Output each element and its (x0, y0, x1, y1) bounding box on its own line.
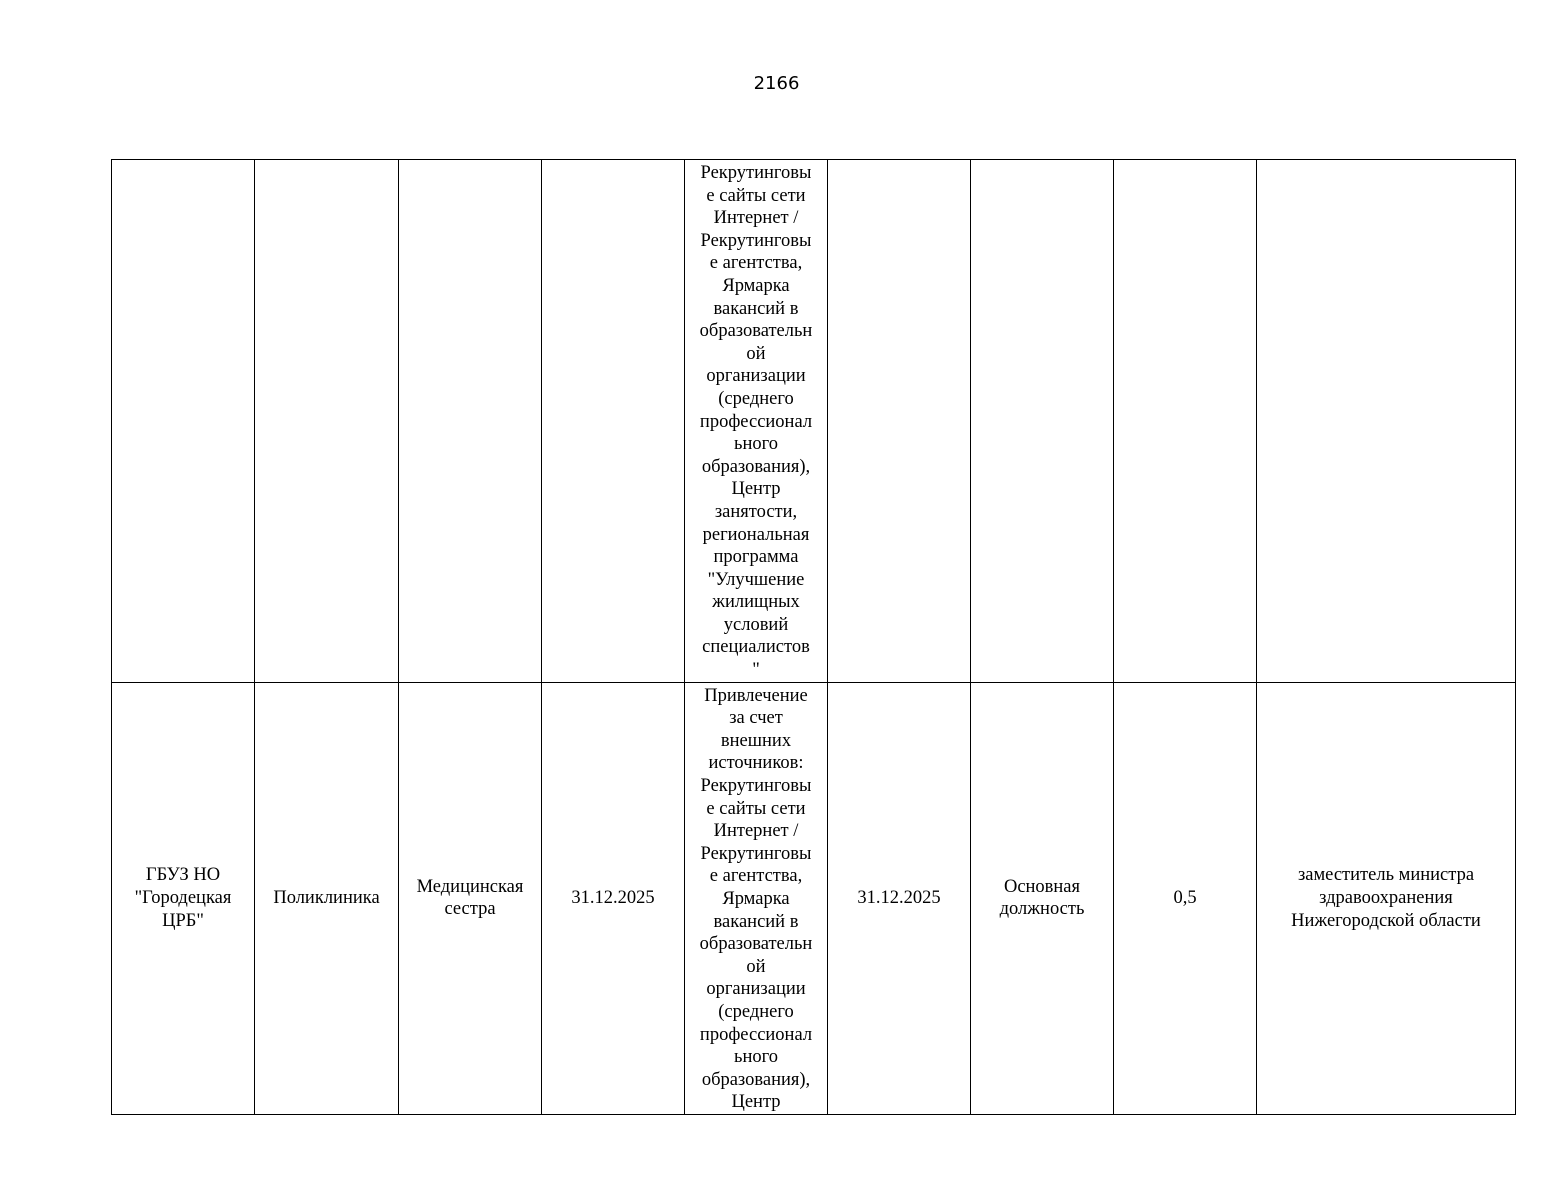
date-from-cell (542, 160, 685, 683)
date-to-cell (828, 160, 971, 683)
organization-cell: ГБУЗ НО "Городецкая ЦРБ" (112, 682, 255, 1114)
unit-cell (255, 160, 399, 683)
responsible-cell: заместитель министра здравоохранения Нижегородской области (1257, 682, 1516, 1114)
position-cell: Медицинская сестра (399, 682, 542, 1114)
document-table (111, 159, 1516, 1115)
employment-cell: Основная должность (971, 682, 1114, 1114)
organization-cell (112, 160, 255, 683)
date-to-cell: 31.12.2025 (828, 682, 971, 1114)
date-from-cell: 31.12.2025 (542, 682, 685, 1114)
responsible-cell (1257, 160, 1516, 683)
sources-cell: Привлечение за счет внешних источников: Рекрутинговы е сайты сети Интернет / Рекрутинговы е агентства, Ярмарка вакансий в образовательн ой организации (среднего профессионал ьного образования), Центр (685, 682, 828, 1114)
table-row (112, 160, 1516, 683)
sources-cell: Рекрутинговы е сайты сети Интернет / Рекрутинговы е агентства, Ярмарка вакансий в образовательн ой организации (среднего профессионал ьного образования), Центр занятости, региональная программа "Улучшение жилищных условий специалистов " (685, 160, 828, 683)
rate-cell: 0,5 (1114, 682, 1257, 1114)
page-number: 2166 (753, 73, 800, 94)
employment-cell (971, 160, 1114, 683)
unit-cell: Поликлиника (255, 682, 399, 1114)
table-row (112, 682, 1516, 1114)
rate-cell (1114, 160, 1257, 683)
position-cell (399, 160, 542, 683)
